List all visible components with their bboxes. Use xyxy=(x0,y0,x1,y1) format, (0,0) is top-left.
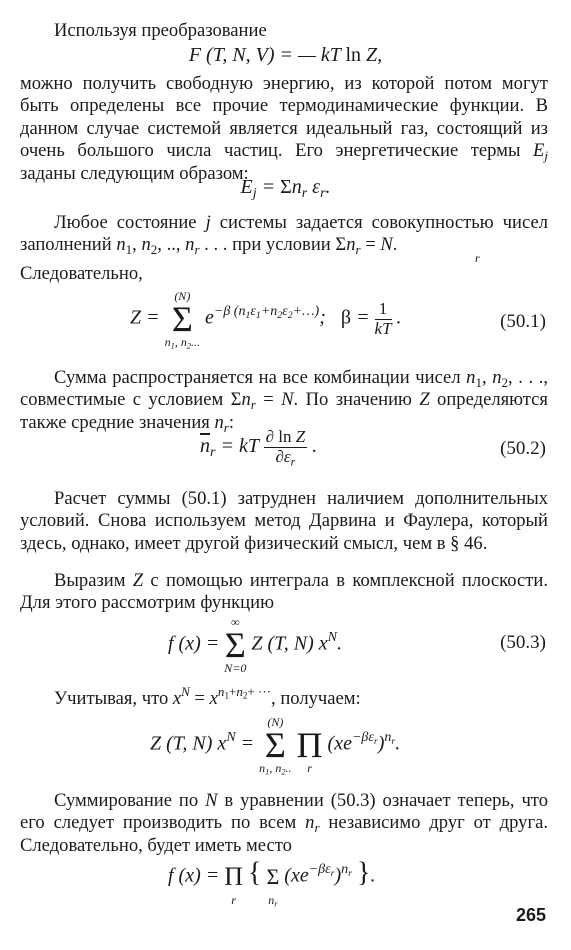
equation-50-2: $\overline{n}_r$ = kT $\frac{\text{∂ ln Z}}{\partial\varepsilon_r}$ . xyxy=(200,427,318,469)
page-number: 265 xyxy=(515,905,546,925)
equation-number-50-2: (50.2) xyxy=(500,438,546,459)
paragraph-8: Суммирование по N в уравнении (50.3) означает теперь, что его следует производить по всем $n_r$ независимо друг от друга. Следовательно, будет иметь место xyxy=(20,790,548,856)
paragraph-5: Расчет суммы (50.1) затруднен наличием дополнительных условий. Снова используем метод Дарвина и Фаулера, который здесь, однако, имеет другой физический смысл, чем в § 46. xyxy=(20,488,548,554)
intro-line: Используя преобразование xyxy=(54,20,267,41)
paragraph-1: можно получить свободную энергию, из которой потом могут быть определены все прочие термодинамические функции. В данном случае системой является идеальный газ, состоящий из очень большого числа частиц. Его энергетические термы $E_j$ заданы следующим образом: xyxy=(20,73,548,184)
equation-free-energy: F (T, N, V) = — kT ln Z, xyxy=(188,44,383,66)
paragraph-7: Учитывая, что $x^N = x^{n_1+n_2+ \cdot\cdot\cdot}$, получаем: xyxy=(54,684,361,709)
equation-number-50-3: (50.3) xyxy=(500,632,546,653)
equation-50-3: f (x) = ∞ Σ N=0 Z (T, N) $x^N$. xyxy=(168,615,343,675)
equation-number-50-1: (50.1) xyxy=(500,311,546,332)
paragraph-4: Сумма распространяется на все комбинации чисел $n_1$, $n_2$, . . ., совместимые с условием $\Sigma n_r = N$. По значению Z определяются также средние значения $n_r$: xyxy=(20,367,549,435)
equation-energy: $E_j = \Sigma n_r$ $\varepsilon_r$. xyxy=(240,176,331,202)
equation-50-1: Z = (N) Σ $n_1$, $n_2$... $e^{-\beta (n_1\varepsilon_1+n_2\varepsilon_2+\dots)}$; β = $\frac{1}{kT}$ . xyxy=(130,289,402,351)
equation-product: Z (T, N) $x^N$ = (N) Σ $n_1$, $n_2$.. Π r $(xe^{-\beta\varepsilon_r})^{n_r}$. xyxy=(150,715,401,777)
equation-final: f (x) = Π r { Σ $n_r$ $(xe^{-\beta\varepsilon_r})^{n_r}$ }. xyxy=(168,857,376,909)
paragraph-2: Любое состояние j системы задается совокупностью чисел заполнений $n_1$, $n_2$, .., $n_r$ . . . при условии $\Sigma n_r = N$. xyxy=(20,212,548,258)
sum-index-r: r xyxy=(475,251,480,265)
paragraph-6: Выразим Z с помощью интеграла в комплексной плоскости. Для этого рассмотрим функцию xyxy=(20,570,549,614)
paragraph-3: Следовательно, xyxy=(20,263,143,284)
